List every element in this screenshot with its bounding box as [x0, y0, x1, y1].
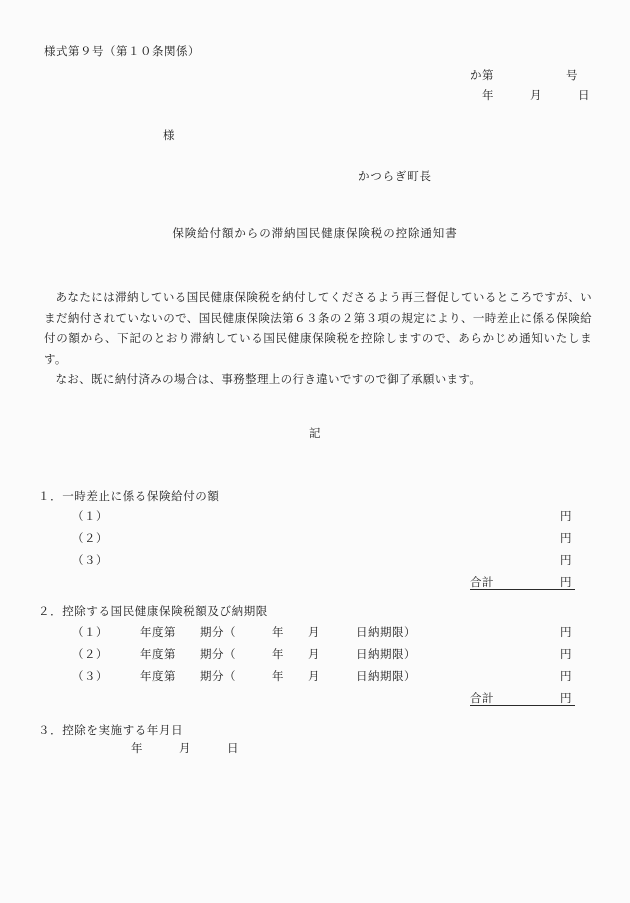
body-paragraph-2: なお、既に納付済みの場合は、事務整理上の行き違いですので御了承願います。	[55, 372, 482, 386]
document-title: 保険給付額からの滞納国民健康保険税の控除通知書	[172, 226, 458, 240]
form-number: 様式第９号（第１０条関係）	[44, 44, 200, 58]
section-2-number: ２．	[38, 604, 63, 618]
section-2-row-1	[0, 624, 630, 644]
section-1-number: １．	[38, 489, 63, 503]
section-1-row-2	[0, 530, 630, 550]
currency-unit: 円	[560, 531, 572, 545]
currency-unit: 円	[560, 691, 572, 705]
row-label: （１）	[72, 509, 108, 523]
addressee-honorific: 様	[163, 128, 176, 142]
currency-unit: 円	[560, 669, 572, 683]
currency-unit: 円	[560, 509, 572, 523]
section-3-heading	[38, 722, 183, 738]
section-2-title: 控除する国民健康保険税額及び納期限	[62, 604, 268, 618]
row-label: （３）	[72, 553, 108, 567]
document-date: 年 月 日	[482, 88, 590, 102]
total-label: 合計	[470, 691, 494, 705]
section-2-heading	[38, 603, 268, 619]
section-1-row-1	[0, 508, 630, 528]
section-1-title: 一時差止に係る保険給付の額	[62, 489, 220, 503]
section-1-row-3	[0, 552, 630, 572]
row-label: （２）	[72, 531, 108, 545]
section-1-heading	[38, 488, 220, 504]
section-2-row-3	[0, 668, 630, 688]
body-text	[44, 287, 592, 390]
currency-unit: 円	[560, 625, 572, 639]
document-number: か第 号	[470, 68, 578, 82]
row-detail: 年度第 期分（ 年 月 日納期限）	[140, 669, 416, 683]
row-detail: 年度第 期分（ 年 月 日納期限）	[140, 625, 416, 639]
section-1-total	[0, 574, 630, 594]
section-3-date-line: 年 月 日	[131, 741, 239, 755]
total-label: 合計	[470, 575, 494, 589]
total-underline	[470, 705, 575, 706]
section-2-row-2	[0, 646, 630, 666]
issuer-name: かつらぎ町長	[358, 169, 432, 183]
section-3-title: 控除を実施する年月日	[62, 723, 184, 737]
row-label: （２）	[72, 647, 108, 661]
body-paragraph-1: あなたには滞納している国民健康保険税を納付してくださるよう再三督促しているところですが、いまだ納付されていないので、国民健康保険法第６３条の２第３項の規定により、一時差止に係る保険給付の額から、下記のとおり滞納している国民健康保険税を控除しますので、あらかじめ通知いたします。	[44, 290, 592, 366]
currency-unit: 円	[560, 647, 572, 661]
ki-marker: 記	[308, 426, 322, 440]
section-3-number: ３．	[38, 723, 63, 737]
row-label: （１）	[72, 625, 108, 639]
currency-unit: 円	[560, 575, 572, 589]
row-detail: 年度第 期分（ 年 月 日納期限）	[140, 647, 416, 661]
row-label: （３）	[72, 669, 108, 683]
section-2-total	[0, 690, 630, 710]
total-underline	[470, 589, 575, 590]
currency-unit: 円	[560, 553, 572, 567]
